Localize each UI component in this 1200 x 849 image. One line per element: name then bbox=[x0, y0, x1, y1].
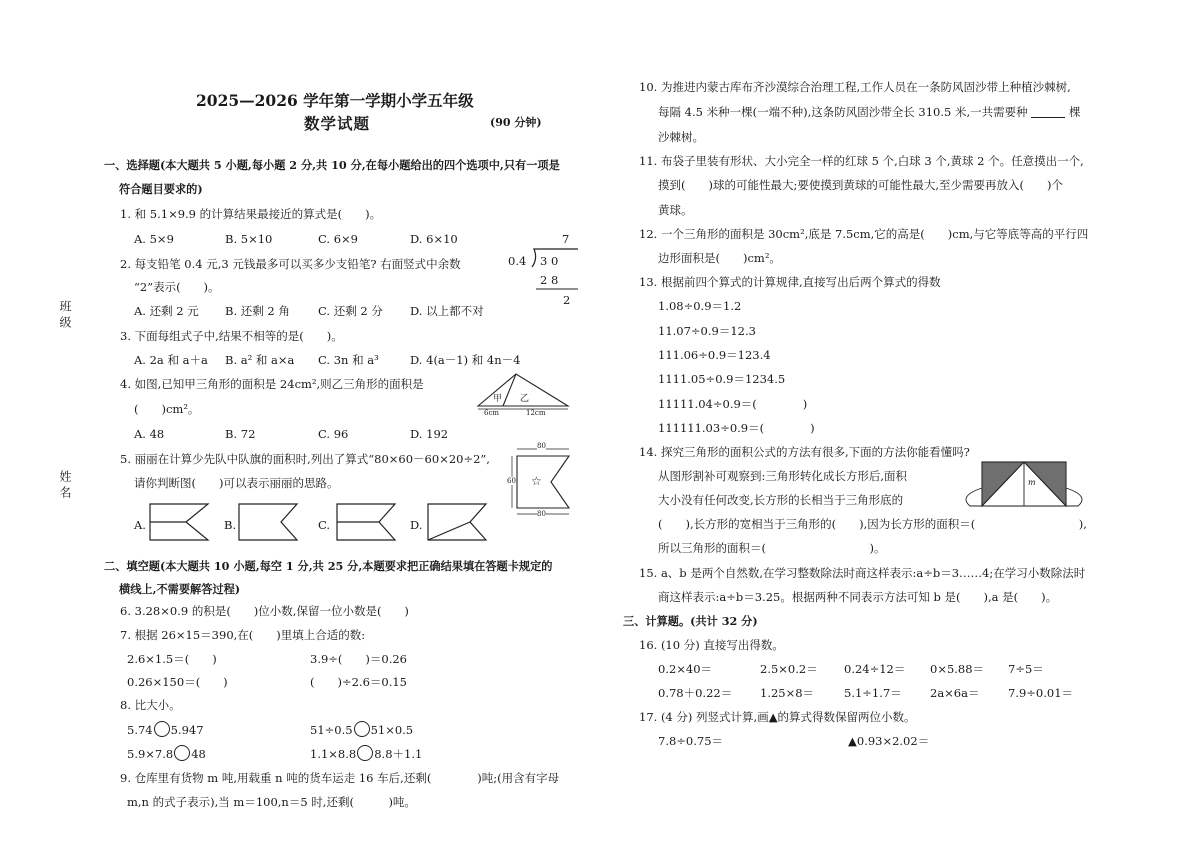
q4-option-c: C. 96 bbox=[318, 427, 349, 441]
division-dividend: 3 0 bbox=[540, 254, 559, 268]
q10-l2-unit: 棵 bbox=[1068, 105, 1081, 119]
q2-option-b: B. 还剩 2 角 bbox=[225, 304, 290, 318]
q13-expr-5: 11111.04÷0.9＝( ) bbox=[658, 397, 808, 411]
q17-stem: 17. (4 分) 列竖式计算,画▲的算式得数保留两位小数。 bbox=[639, 710, 916, 724]
compare-circle[interactable] bbox=[174, 745, 190, 761]
q12-l1: 12. 一个三角形的面积是 30cm²,底是 7.5cm,它的高是( )cm,与它等底等高的平行四 bbox=[639, 227, 1089, 241]
q2-option-c: C. 还剩 2 分 bbox=[318, 304, 383, 318]
q17-expr-1: 7.8÷0.75＝ bbox=[658, 734, 724, 748]
q8-1-left: 5.74 bbox=[127, 723, 153, 737]
compare-circle[interactable] bbox=[354, 721, 370, 737]
q9-l1: 9. 仓库里有货物 m 吨,用载重 n 吨的货车运走 16 车后,还剩( )吨;(用含有字母 bbox=[120, 771, 560, 785]
q16-r2-2: 1.25×8＝ bbox=[760, 686, 815, 700]
triangle-yi-label: 乙 bbox=[520, 394, 530, 404]
q5-stem-l2: 请你判断图( )可以表示丽丽的思路。 bbox=[134, 476, 339, 490]
flag-top-dim: 80 bbox=[537, 442, 546, 450]
division-lines bbox=[508, 231, 578, 311]
q8-2-left: 51÷0.5 bbox=[310, 723, 353, 737]
sec1-title-l1: 一、选择题(本大题共 5 小题,每小题 2 分,共 10 分,在每小题给出的四个选项中,只有一项是 bbox=[104, 158, 560, 172]
sec2-title-l2: 横线上,不需要解答过程) bbox=[119, 582, 241, 596]
q11-l1: 11. 布袋子里装有形状、大小完全一样的红球 5 个,白球 3 个,黄球 2 个。任意摸出一个, bbox=[639, 154, 1084, 168]
division-quotient: 7 bbox=[562, 232, 570, 246]
triangle-width-2: 12cm bbox=[526, 409, 546, 417]
q16-r1-4: 0×5.88＝ bbox=[930, 662, 985, 676]
q13-expr-2: 11.07÷0.9＝12.3 bbox=[658, 324, 756, 338]
q7-stem: 7. 根据 26×15＝390,在( )里填上合适的数: bbox=[120, 628, 366, 642]
q14-stem: 14. 探究三角形的面积公式的方法有很多,下面的方法你能看懂吗? bbox=[639, 445, 970, 459]
q7-expr-4: ( )÷2.6＝0.15 bbox=[310, 675, 408, 689]
triangle-width-1: 6cm bbox=[484, 409, 500, 417]
q13-expr-6: 111111.03÷0.9＝( ) bbox=[658, 421, 815, 435]
q13-expr-3: 111.06÷0.9＝123.4 bbox=[658, 348, 771, 362]
q10-l3: 沙棘树。 bbox=[658, 130, 704, 144]
q5-option-b-figure bbox=[237, 502, 299, 542]
q1-option-c: C. 6×9 bbox=[318, 232, 358, 246]
q5-option-b-label: B. bbox=[224, 518, 237, 532]
q3-option-c: C. 3n 和 a³ bbox=[318, 353, 379, 367]
q16-r1-1: 0.2×40＝ bbox=[658, 662, 713, 676]
q8-1-right: 5.947 bbox=[170, 723, 204, 737]
q4-option-d: D. 192 bbox=[410, 427, 449, 441]
exam-subject: 数学试题 bbox=[304, 114, 371, 133]
exam-title: 2025—2026 学年第一学期小学五年级 bbox=[196, 91, 474, 110]
q8-compare-1 bbox=[127, 721, 204, 738]
q2-stem-l2: “2”表示( )。 bbox=[134, 280, 220, 294]
q12-l2: 边形面积是( )cm²。 bbox=[658, 251, 781, 265]
q8-3-right: 48 bbox=[191, 747, 206, 761]
q1-stem: 1. 和 5.1×9.9 的计算结果最接近的算式是( )。 bbox=[120, 207, 382, 221]
triangle-jia-label: 甲 bbox=[493, 394, 503, 404]
q17-expr-2: ▲0.93×2.02＝ bbox=[848, 734, 930, 748]
q3-option-d: D. 4(a－1) 和 4n－4 bbox=[410, 353, 521, 367]
q11-l2: 摸到( )球的可能性最大;要使摸到黄球的可能性最大,至少需要再放入( )个 bbox=[658, 178, 1063, 192]
long-division-figure bbox=[508, 231, 578, 311]
q2-option-a: A. 还剩 2 元 bbox=[134, 304, 199, 318]
q10-l2-text: 每隔 4.5 米种一棵(一端不种),这条防风固沙带全长 310.5 米,一共需要种 bbox=[658, 105, 1028, 119]
flag-side-dim: 60 bbox=[507, 477, 516, 485]
q4-stem-l1: 4. 如图,已知甲三角形的面积是 24cm²,则乙三角形的面积是 bbox=[120, 377, 424, 391]
division-remainder: 2 bbox=[563, 293, 571, 307]
q15-l1: 15. a、b 是两个自然数,在学习整数除法时商这样表示:a÷b＝3……4;在学习小数除法时 bbox=[639, 566, 1086, 580]
q13-expr-4: 1111.05÷0.9＝1234.5 bbox=[658, 372, 786, 386]
division-product: 2 8 bbox=[540, 273, 559, 287]
q8-compare-2 bbox=[310, 721, 413, 738]
triangle-figure bbox=[476, 372, 572, 418]
q5-option-c-figure bbox=[335, 502, 397, 542]
q6-text: 6. 3.28×0.9 的积是( )位小数,保留一位小数是( ) bbox=[120, 604, 409, 618]
q16-stem: 16. (10 分) 直接写出得数。 bbox=[639, 638, 784, 652]
q7-expr-3: 0.26×150＝( ) bbox=[127, 675, 228, 689]
q16-r1-3: 0.24÷12＝ bbox=[844, 662, 906, 676]
q10-l2 bbox=[658, 104, 1080, 120]
q4-option-b: B. 72 bbox=[225, 427, 256, 441]
q16-r2-5: 7.9÷0.01＝ bbox=[1008, 686, 1074, 700]
sec3-title: 三、计算题。(共计 32 分) bbox=[623, 614, 758, 628]
q3-option-a: A. 2a 和 a＋a bbox=[134, 353, 208, 367]
exam-time: (90 分钟) bbox=[490, 116, 542, 129]
q16-r2-4: 2a×6a＝ bbox=[930, 686, 980, 700]
q14-fig-height-label: m bbox=[1028, 478, 1036, 487]
q7-expr-2: 3.9÷( )＝0.26 bbox=[310, 652, 408, 666]
flag-figure bbox=[507, 442, 579, 520]
flag-bottom-dim: 80 bbox=[537, 510, 546, 518]
q1-option-b: B. 5×10 bbox=[225, 232, 273, 246]
q8-4-left: 1.1×8.8 bbox=[310, 747, 357, 761]
q8-compare-4 bbox=[310, 745, 422, 762]
q14-l4: 所以三角形的面积＝( )。 bbox=[658, 541, 886, 555]
division-divisor: 0.4 bbox=[508, 254, 527, 268]
q5-stem-l1: 5. 丽丽在计算少先队中队旗的面积时,列出了算式“80×60－60×20÷2”, bbox=[120, 452, 490, 466]
q16-r2-1: 0.78＋0.22＝ bbox=[658, 686, 733, 700]
q7-expr-1: 2.6×1.5＝( ) bbox=[127, 652, 217, 666]
flag-lines bbox=[507, 446, 579, 520]
q4-stem-l2: ( )cm²。 bbox=[134, 402, 200, 416]
q13-expr-1: 1.08÷0.9＝1.2 bbox=[658, 299, 742, 313]
class-label: 班级 bbox=[58, 300, 72, 332]
sec1-title-l2: 符合题目要求的) bbox=[119, 182, 203, 196]
compare-circle[interactable] bbox=[154, 721, 170, 737]
q5-option-d-label: D. bbox=[410, 518, 423, 532]
q11-l3: 黄球。 bbox=[658, 203, 693, 217]
q14-l3: ( ),长方形的宽相当于三角形的( ),因为长方形的面积＝( ), bbox=[658, 517, 1087, 531]
q4-option-a: A. 48 bbox=[134, 427, 165, 441]
q10-answer-blank[interactable] bbox=[1031, 106, 1065, 118]
q5-option-a-label: A. bbox=[134, 518, 146, 532]
q14-l1: 从图形割补可观察到:三角形转化成长方形后,面积 bbox=[658, 469, 908, 483]
name-label: 姓名 bbox=[58, 470, 72, 502]
q14-l2: 大小没有任何改变,长方形的长相当于三角形底的 bbox=[658, 493, 904, 507]
compare-circle[interactable] bbox=[357, 745, 373, 761]
triangle-rearrange-figure bbox=[958, 458, 1090, 514]
q5-option-d-figure bbox=[426, 502, 488, 542]
q8-stem: 8. 比大小。 bbox=[120, 698, 181, 712]
q8-compare-3 bbox=[127, 745, 206, 762]
q8-3-left: 5.9×7.8 bbox=[127, 747, 174, 761]
star-icon: ☆ bbox=[531, 474, 542, 488]
q3-option-b: B. a² 和 a×a bbox=[225, 353, 295, 367]
q2-option-d: D. 以上都不对 bbox=[410, 304, 484, 318]
q10-l1: 10. 为推进内蒙古库布齐沙漠综合治理工程,工作人员在一条防风固沙带上种植沙棘树, bbox=[639, 80, 1071, 94]
q9-l2: m,n 的式子表示),当 m＝100,n＝5 时,还剩( )吨。 bbox=[127, 795, 416, 809]
q5-option-a-figure bbox=[148, 502, 210, 542]
sec2-title-l1: 二、填空题(本大题共 10 小题,每空 1 分,共 25 分,本题要求把正确结果填在答题卡规定的 bbox=[104, 559, 553, 573]
q16-r2-3: 5.1÷1.7＝ bbox=[844, 686, 902, 700]
q3-stem: 3. 下面每组式子中,结果不相等的是( )。 bbox=[120, 329, 343, 343]
q16-r1-2: 2.5×0.2＝ bbox=[760, 662, 818, 676]
q5-option-c-label: C. bbox=[318, 518, 331, 532]
q1-option-d: D. 6×10 bbox=[410, 232, 458, 246]
q16-r1-5: 7÷5＝ bbox=[1008, 662, 1044, 676]
q1-option-a: A. 5×9 bbox=[134, 232, 174, 246]
q2-stem-l1: 2. 每支铅笔 0.4 元,3 元钱最多可以买多少支铅笔? 右面竖式中余数 bbox=[120, 257, 461, 271]
q8-4-right: 8.8＋1.1 bbox=[374, 747, 423, 761]
q8-2-right: 51×0.5 bbox=[370, 723, 414, 737]
q13-stem: 13. 根据前四个算式的计算规律,直接写出后两个算式的得数 bbox=[639, 275, 941, 289]
q15-l2: 商这样表示:a÷b＝3.25。根据两种不同表示方法可知 b 是( ),a 是( )。 bbox=[658, 590, 1058, 604]
